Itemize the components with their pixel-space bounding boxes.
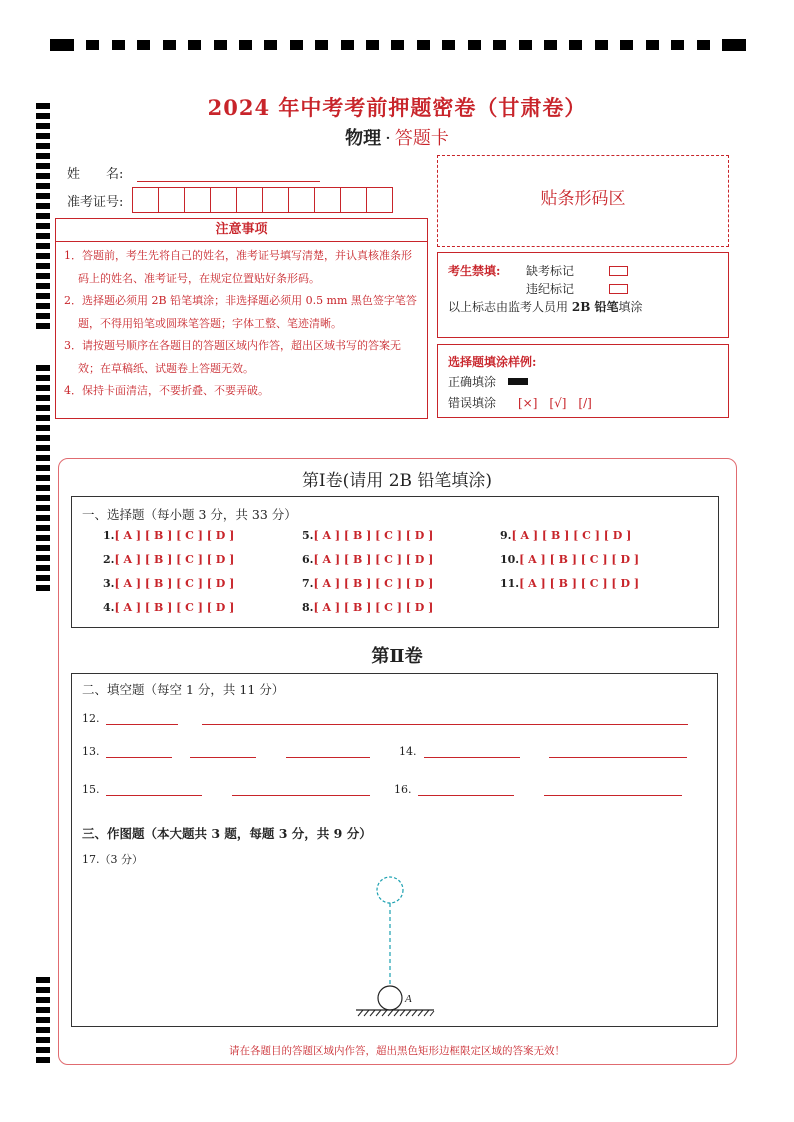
- note-item: 2．选择题必须用 2B 铅笔填涂；非选择题必须用 0.5 mm 黑色签字笔答题，不得用铅笔或圆珠笔答题；字体工整、笔迹清晰。: [64, 294, 417, 330]
- examiner-only-box: [437, 252, 729, 338]
- answer-line-16a[interactable]: [418, 795, 514, 796]
- violation-mark-box[interactable]: [609, 284, 628, 294]
- name-row: [67, 163, 320, 182]
- ban-note-post: 填涂: [618, 300, 643, 314]
- name-field[interactable]: [137, 167, 320, 182]
- question-number: 2.: [103, 553, 115, 566]
- question-number: 7.: [302, 577, 314, 590]
- id-label: 准考证号:: [67, 194, 124, 210]
- answer-line-14a[interactable]: [424, 757, 520, 758]
- wrong-fill-label: 错误填涂: [448, 396, 497, 410]
- answer-options[interactable]: [ A ] [ B ] [ C ] [ D ]: [313, 601, 434, 614]
- footer-warning: 请在各题目的答题区域内作答，超出黑色矩形边框限定区域的答案无效！: [229, 1045, 565, 1057]
- question-12-number: 12.: [82, 712, 100, 725]
- pendulum-figure[interactable]: [350, 872, 440, 1018]
- note-item: 3．请按题号顺序在各题目的答题区域内作答，超出区域书写的答案无效；在草稿纸、试题卷上答题无效。: [64, 339, 401, 375]
- answer-line-13b[interactable]: [190, 757, 256, 758]
- wrong-fill-marks: [×] [√] [/]: [518, 396, 592, 410]
- choice-question-4[interactable]: [103, 601, 234, 614]
- exam-title: 2024 年中考考前押题密卷（甘肃卷）: [207, 95, 587, 120]
- answer-line-13a[interactable]: [106, 757, 172, 758]
- exam-subtitle: [0, 124, 794, 150]
- answer-line-14b[interactable]: [549, 757, 687, 758]
- choice-question-3[interactable]: [103, 577, 234, 590]
- answer-options[interactable]: [ A ] [ B ] [ C ] [ D ]: [511, 529, 632, 542]
- draw-heading: 三、作图题（本大题共 3 题，每题 3 分，共 9 分）: [82, 826, 372, 841]
- fill-heading: 二、填空题（每空 1 分，共 11 分）: [82, 682, 285, 697]
- ban-note: [448, 298, 643, 315]
- answer-card-label: 答题卡: [394, 128, 449, 149]
- dashed-ball-position: [377, 877, 403, 903]
- name-label: 姓 名:: [67, 167, 124, 182]
- note-item: 4．保持卡面清洁，不要折叠、不要弄破。: [64, 384, 269, 397]
- choice-question-11[interactable]: [500, 577, 639, 590]
- ban-note-bold: 2B 铅笔: [571, 300, 619, 314]
- answer-options[interactable]: [ A ] [ B ] [ C ] [ D ]: [519, 553, 640, 566]
- section2-title: 第Ⅱ卷: [371, 646, 423, 667]
- absent-mark-label: 缺考标记: [526, 264, 575, 278]
- notes-heading: 注意事项: [56, 219, 427, 242]
- ball-label: A: [405, 993, 412, 1005]
- note-item: 1．答题前，考生先将自己的姓名，准考证号填写清楚，并认真核准条形码上的姓名、准考证号，在规定位置贴好条形码。: [64, 249, 412, 285]
- question-number: 4.: [103, 601, 115, 614]
- question-number: 1.: [103, 529, 115, 542]
- question-number: 3.: [103, 577, 115, 590]
- question-15-number: 15.: [82, 783, 100, 796]
- answer-line-12a[interactable]: [106, 724, 178, 725]
- choice-question-8[interactable]: [302, 601, 433, 614]
- answer-options[interactable]: [ A ] [ B ] [ C ] [ D ]: [519, 577, 640, 590]
- answer-line-12b[interactable]: [202, 724, 688, 725]
- correct-fill-label: 正确填涂: [448, 375, 497, 389]
- answer-line-15a[interactable]: [106, 795, 202, 796]
- answer-options[interactable]: [ A ] [ B ] [ C ] [ D ]: [114, 577, 235, 590]
- answer-options[interactable]: [ A ] [ B ] [ C ] [ D ]: [114, 553, 235, 566]
- choice-question-1[interactable]: [103, 529, 234, 542]
- question-number: 11.: [500, 577, 520, 590]
- ball-a: [378, 986, 402, 1010]
- choice-question-7[interactable]: [302, 577, 433, 590]
- sample-label: 选择题填涂样例:: [448, 355, 537, 369]
- notes-list: [56, 242, 427, 403]
- answer-options[interactable]: [ A ] [ B ] [ C ] [ D ]: [313, 553, 434, 566]
- ground-hatch: [358, 1010, 434, 1016]
- question-number: 8.: [302, 601, 314, 614]
- absent-mark-box[interactable]: [609, 266, 628, 276]
- notes-box: [55, 218, 428, 419]
- answer-options[interactable]: [ A ] [ B ] [ C ] [ D ]: [313, 577, 434, 590]
- question-number: 5.: [302, 529, 314, 542]
- choice-question-5[interactable]: [302, 529, 433, 542]
- correct-fill-mark: [508, 378, 528, 385]
- question-17-label: 17.（3 分）: [82, 853, 143, 866]
- question-number: 6.: [302, 553, 314, 566]
- choice-question-6[interactable]: [302, 553, 433, 566]
- id-number-boxes[interactable]: [133, 187, 393, 213]
- violation-mark-label: 违纪标记: [526, 282, 575, 296]
- id-row: [67, 187, 393, 213]
- answer-options[interactable]: [ A ] [ B ] [ C ] [ D ]: [313, 529, 434, 542]
- question-number: 9.: [500, 529, 512, 542]
- question-16-number: 16.: [394, 783, 412, 796]
- top-timing-marks: [50, 39, 746, 51]
- fill-sample-box: [437, 344, 729, 418]
- choice-question-10[interactable]: [500, 553, 639, 566]
- answer-line-16b[interactable]: [544, 795, 682, 796]
- subject-label: 物理: [345, 128, 382, 149]
- ban-label: 考生禁填:: [448, 264, 501, 278]
- choice-heading: 一、选择题（每小题 3 分，共 33 分）: [82, 507, 297, 522]
- answer-options[interactable]: [ A ] [ B ] [ C ] [ D ]: [114, 529, 235, 542]
- answer-line-13c[interactable]: [286, 757, 370, 758]
- choice-question-2[interactable]: [103, 553, 234, 566]
- section1-title: 第Ⅰ卷(请用 2B 铅笔填涂): [301, 471, 493, 491]
- barcode-area: 贴条形码区: [437, 155, 729, 247]
- answer-line-15b[interactable]: [232, 795, 370, 796]
- answer-options[interactable]: [ A ] [ B ] [ C ] [ D ]: [114, 601, 235, 614]
- question-14-number: 14.: [399, 745, 417, 758]
- choice-question-9[interactable]: [500, 529, 631, 542]
- separator-dot: ·: [385, 128, 391, 149]
- ban-note-pre: 以上标志由监考人员用: [448, 300, 569, 314]
- question-number: 10.: [500, 553, 520, 566]
- question-13-number: 13.: [82, 745, 100, 758]
